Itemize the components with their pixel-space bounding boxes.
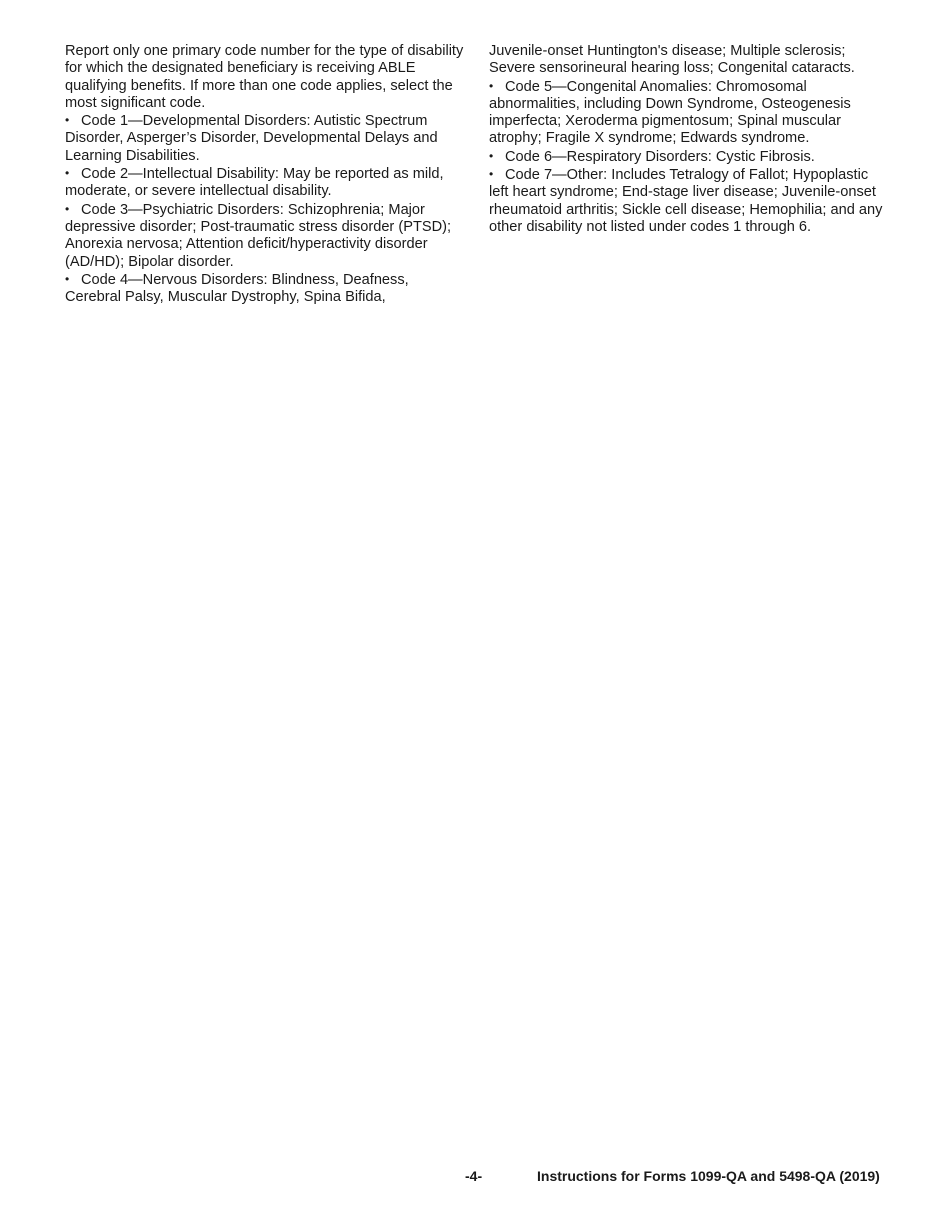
list-item-code-1 xyxy=(65,112,465,165)
list-item-text: Code 6—Respiratory Disorders: Cystic Fibrosis. xyxy=(505,148,815,165)
list-item-code-7 xyxy=(489,166,889,236)
list-item-code-5 xyxy=(489,78,889,148)
list-item-text: Code 5—Congenital Anomalies: Chromosomal abnormalities, including Down Syndrome, Osteogenesis imperfecta; Xeroderma pigmentosum; Spinal muscular atrophy; Fragile X syndrome; Edwards syndrome. xyxy=(489,78,851,147)
right-column xyxy=(489,43,889,236)
bullet-icon: • xyxy=(489,148,494,163)
bullet-icon: • xyxy=(489,167,494,182)
bullet-icon: • xyxy=(65,271,70,286)
document-title: Instructions for Forms 1099-QA and 5498-QA (2019) xyxy=(537,1168,880,1184)
list-item-text: Code 2—Intellectual Disability: May be reported as mild, moderate, or severe intellectual disability. xyxy=(65,166,444,200)
continuation-paragraph: Juvenile-onset Huntington's disease; Multiple sclerosis; Severe sensorineural hearing loss; Congenital cataracts. xyxy=(489,43,855,77)
intro-paragraph: Report only one primary code number for the type of disability for which the designated beneficiary is receiving ABLE qualifying benefits. If more than one code applies, select the most significant code. xyxy=(65,43,464,111)
bullet-icon: • xyxy=(65,201,70,216)
bullet-icon: • xyxy=(65,113,70,128)
list-item-code-2 xyxy=(65,165,465,201)
bullet-icon: • xyxy=(489,78,494,93)
list-item-code-4 xyxy=(65,271,465,307)
list-item-text: Code 3—Psychiatric Disorders: Schizophrenia; Major depressive disorder; Post-traumatic stress disorder (PTSD); Anorexia nervosa; Attention deficit/hyperactivity disorder (AD/HD); Bipolar disorder. xyxy=(65,201,452,270)
page-number: -4- xyxy=(465,1168,483,1184)
list-item-text: Code 7—Other: Includes Tetralogy of Fallot; Hypoplastic left heart syndrome; End-stage liver disease; Juvenile-onset rheumatoid arthritis; Sickle cell disease; Hemophilia; and any other disability not listed under codes 1 through 6. xyxy=(489,167,883,235)
list-item-text: Code 1—Developmental Disorders: Autistic Spectrum Disorder, Asperger’s Disorder, Developmental Delays and Learning Disabilities. xyxy=(65,113,438,164)
list-item-code-3 xyxy=(65,201,465,271)
bullet-icon: • xyxy=(65,166,70,181)
left-column xyxy=(65,43,465,306)
list-item-text: Code 4—Nervous Disorders: Blindness, Deafness, Cerebral Palsy, Muscular Dystrophy, Spina Bifida, xyxy=(65,271,409,306)
list-item-code-6 xyxy=(489,148,889,166)
